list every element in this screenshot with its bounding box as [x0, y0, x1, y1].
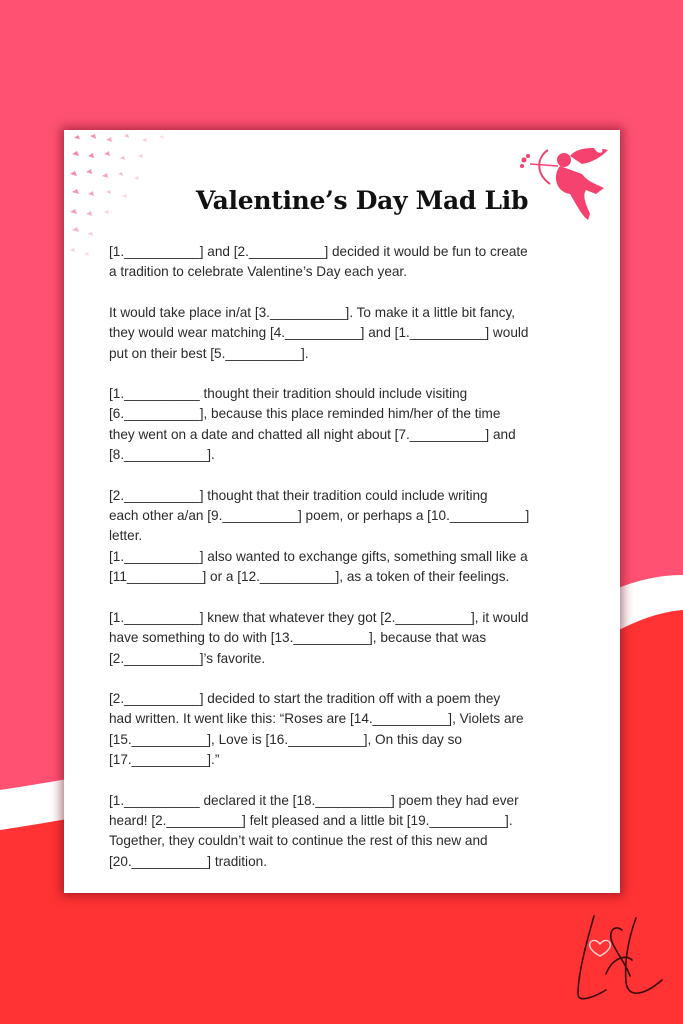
worksheet-title: Valentine’s Day Mad Lib	[195, 186, 529, 215]
text-line: [2.__________]’s favorite.	[109, 650, 266, 666]
text-line: [15.__________], Love is [16.__________], On this day so	[109, 731, 462, 747]
text-line: [20.__________] tradition.	[109, 853, 267, 869]
text-line: put on their best [5.__________].	[109, 345, 309, 361]
text-line: letter.	[109, 528, 143, 544]
text-line: [8.___________].	[109, 447, 215, 463]
text-line: [1.__________] also wanted to exchange gifts, something small like a	[109, 548, 528, 564]
text-line: had written. It went like this: “Roses are [14.__________], Violets are	[109, 711, 524, 727]
paragraph-4	[109, 486, 579, 588]
mad-lib-text	[109, 242, 579, 892]
text-line: [2.__________] decided to start the tradition off with a poem they	[109, 690, 501, 706]
text-line: they went on a date and chatted all night about [7.__________] and	[109, 426, 516, 442]
text-line: a tradition to celebrate Valentine’s Day each year.	[109, 264, 407, 280]
text-line: [1.__________] knew that whatever they got [2.__________], it would	[109, 609, 529, 625]
paragraph-3	[109, 384, 579, 466]
text-line: each other a/an [9.__________] poem, or perhaps a [10.__________]	[109, 508, 530, 524]
paragraph-1	[109, 242, 579, 283]
paragraph-7	[109, 791, 579, 873]
text-line: It would take place in/at [3.__________]. To make it a little bit fancy,	[109, 304, 516, 320]
text-line: Together, they couldn’t wait to continue the rest of this new and	[109, 833, 488, 849]
paragraph-6	[109, 689, 579, 771]
text-line: they would wear matching [4.__________] and [1.__________] would	[109, 325, 529, 341]
mad-lib-worksheet	[64, 130, 620, 893]
text-line: [6.__________], because this place reminded him/her of the time	[109, 406, 501, 422]
text-line: [17.__________].”	[109, 752, 220, 768]
text-line: [1.__________ thought their tradition should include visiting	[109, 386, 468, 402]
text-line: [11__________] or a [12.__________], as a token of their feelings.	[109, 569, 510, 585]
paragraph-2	[109, 303, 579, 364]
text-line: heard! [2.__________] felt pleased and a little bit [19.__________].	[109, 812, 513, 828]
brand-logo	[566, 914, 676, 1004]
heart-icon	[590, 940, 611, 956]
paragraph-5	[109, 608, 579, 669]
text-line: [1.__________] and [2.__________] decided it would be fun to create	[109, 244, 528, 259]
text-line: [1.__________ declared it the [18.__________] poem they had ever	[109, 792, 519, 808]
text-line: [2.__________] thought that their tradition could include writing	[109, 487, 488, 503]
text-line: have something to do with [13.__________], because that was	[109, 630, 487, 646]
